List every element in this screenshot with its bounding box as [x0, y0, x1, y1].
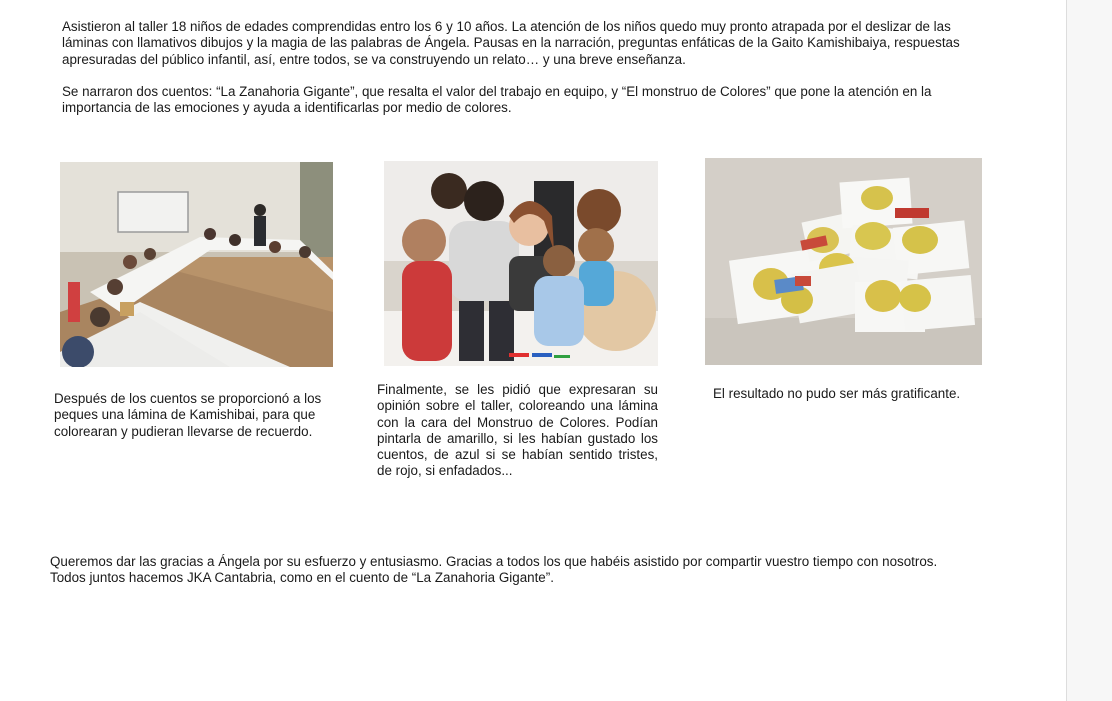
photo-1-caption: Después de los cuentos se proporcionó a los peques una lámina de Kamishibai, para que colorearan y pudieran llevarse de recuerdo. [54, 391, 322, 439]
colored-sheets-image [705, 158, 982, 365]
closing-paragraph: Queremos dar las gracias a Ángela por su esfuerzo y entusiasmo. Gracias a todos los que habéis asistido por compartir vuestro tiempo con nosotros. Todos juntos hacemos JKA Cantabria, como en el cuento de “La Zanahoria Gigante”. [50, 554, 938, 586]
photo-3-caption: El resultado no pudo ser más gratificante. [713, 386, 961, 401]
workshop-room-photo [60, 162, 333, 367]
intro-paragraph-1: Asistieron al taller 18 niños de edades comprendidas entro los 6 y 10 años. La atención de los niños quedo muy pronto atrapada por el deslizar de las láminas con llamativos dibujos y la magia de las palabras de Ángela. Pausas en la narración, preguntas enfáticas de la Gaito Kamishibaiya, respuestas apresuradas del público infantil, así, entre todos, se va construyendo un relato… y una breve enseñanza. [62, 19, 960, 67]
storyteller-with-children-image [384, 161, 658, 366]
document-side-margin [1066, 0, 1112, 701]
workshop-room-image [60, 162, 333, 367]
colored-sheets-photo [705, 158, 982, 365]
photo-2-caption: Finalmente, se les pidió que expresaran su opinión sobre el taller, coloreando una lámina con la cara del Monstruo de Colores. Podían pintarla de amarillo, si les habían gustado los cuentos, de azul si se habían sentido tristes, de rojo, si enfadados... [377, 382, 658, 479]
storyteller-with-children-photo [384, 161, 658, 366]
intro-paragraph-2: Se narraron dos cuentos: “La Zanahoria Gigante”, que resalta el valor del trabajo en equipo, y “El monstruo de Colores” que pone la atención en la importancia de las emociones y ayuda a identificarlas por medio de colores. [62, 84, 932, 116]
